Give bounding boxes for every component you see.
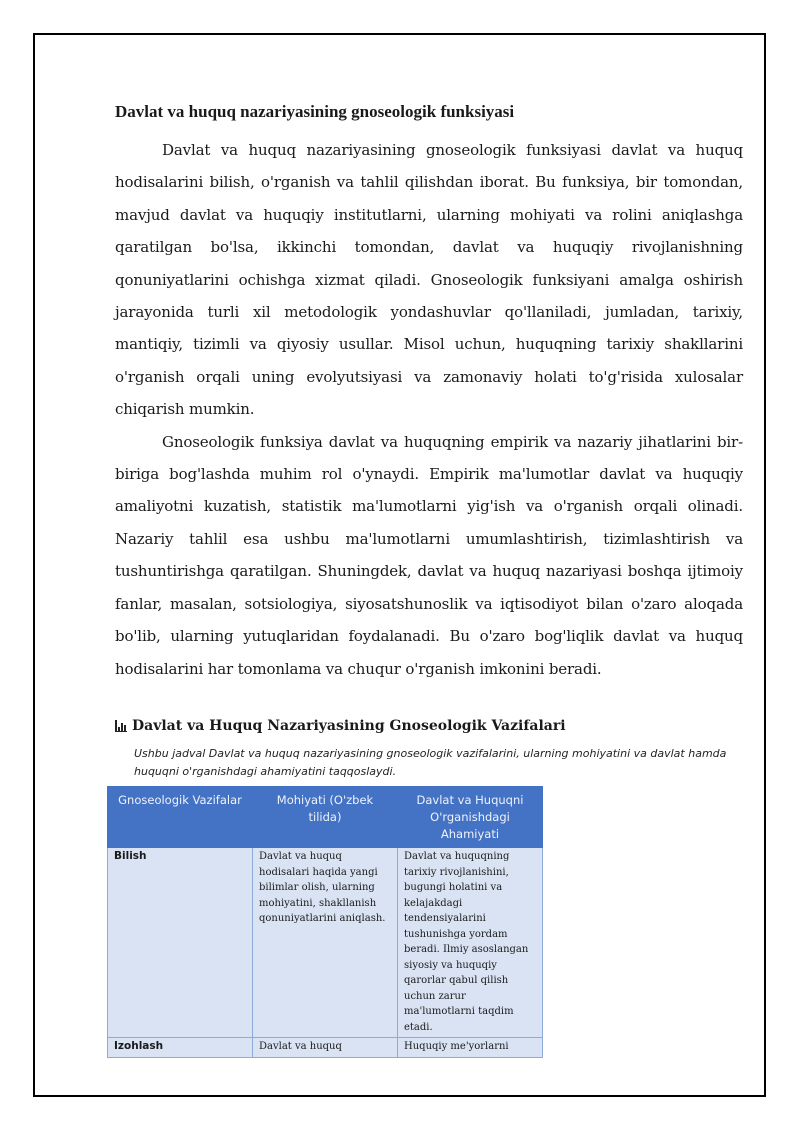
- column-header: Mohiyati (O'zbek tilida): [253, 787, 398, 848]
- paragraph-1: Davlat va huquq nazariyasining gnoseologik funksiyasi davlat va huquq hodisalarini bilish, o'rganish va tahlil qilishdan iborat. Bu funksiya, bir tomondan, mavjud davlat va huquqiy institutlarni, ularning mohiyati va rolini aniqlashga qaratilgan bo'lsa, ikkinchi tomondan, davlat va huquqiy rivojlanishning qonuniyatlarini ochishga xizmat qiladi. Gnoseologik funksiyani amalga oshirish jarayonida turli xil metodologik yondashuvlar qo'llaniladi, jumladan, tarixiy, mantiqiy, tizimli va qiyosiy usullar. Misol uchun, huquqning tarixiy shakllarini o'rganish orqali uning evolyutsiyasi va zamonaviy holati to'g'risida xulosalar chiqarish mumkin.: [115, 141, 743, 419]
- table-section-title: [115, 716, 566, 736]
- document-body: [115, 100, 743, 685]
- paragraph-2: Gnoseologik funksiya davlat va huquqning empirik va nazariy jihatlarini bir-biriga bog'lashda muhim rol o'ynaydi. Empirik ma'lumotlar davlat va huquqiy amaliyotni kuzatish, statistik ma'lumotlarni yig'ish va o'rganish orqali olinadi. Nazariy tahlil esa ushbu ma'lumotlarni umumlashtirish, tizimlashtirish va tushuntirishga qaratilgan. Shuningdek, davlat va huquq nazariyasi boshqa ijtimoiy fanlar, masalan, sotsiologiya, siyosatshunoslik va iqtisodiyot bilan o'zaro aloqada bo'lib, ularning yutuqlaridan foydalanadi. Bu o'zaro bog'liqlik davlat va huquq hodisalarini har tomonlama va chuqur o'rganish imkonini beradi.: [115, 432, 743, 678]
- table-cell-importance: Davlat va huquqning tarixiy rivojlanishini, bugungi holatini va kelajakdagi tendensiyalarini tushunishga yordam beradi. Ilmiy asoslangan siyosiy va huquqiy qarorlar qabul qilish uchun zarur ma'lumotlarni taqdim etadi.: [398, 848, 543, 1038]
- table-cell-function: Bilish: [108, 848, 253, 1038]
- column-header: Davlat va Huquqni O'rganishdagi Ahamiyati: [398, 787, 543, 848]
- table-cell-essence: Davlat va huquq hodisalari haqida yangi bilimlar olish, ularning mohiyatini, shakllanish qonuniyatlarini aniqlash.: [253, 848, 398, 1038]
- table-cell-function: Izohlash: [108, 1038, 253, 1058]
- functions-table: [107, 786, 543, 1058]
- table-cell-essence: Davlat va huquq: [253, 1038, 398, 1058]
- section-heading: Davlat va huquq nazariyasining gnoseologik funksiyasi: [115, 102, 515, 121]
- table-cell-importance: Huquqiy me'yorlarni: [398, 1038, 543, 1058]
- column-header: Gnoseologik Vazifalar: [108, 787, 253, 848]
- table-row: [108, 1038, 543, 1058]
- table-row: [108, 848, 543, 1038]
- table-caption: Ushbu jadval Davlat va huquq nazariyasining gnoseologik vazifalarini, ularning mohiyatini va davlat hamda huquqni o'rganishdagi ahamiyatini taqqoslaydi.: [134, 747, 727, 778]
- bar-chart-icon: [115, 720, 127, 732]
- table-header-row: [108, 787, 543, 848]
- table-title-text: Davlat va Huquq Nazariyasining Gnoseologik Vazifalari: [132, 718, 566, 734]
